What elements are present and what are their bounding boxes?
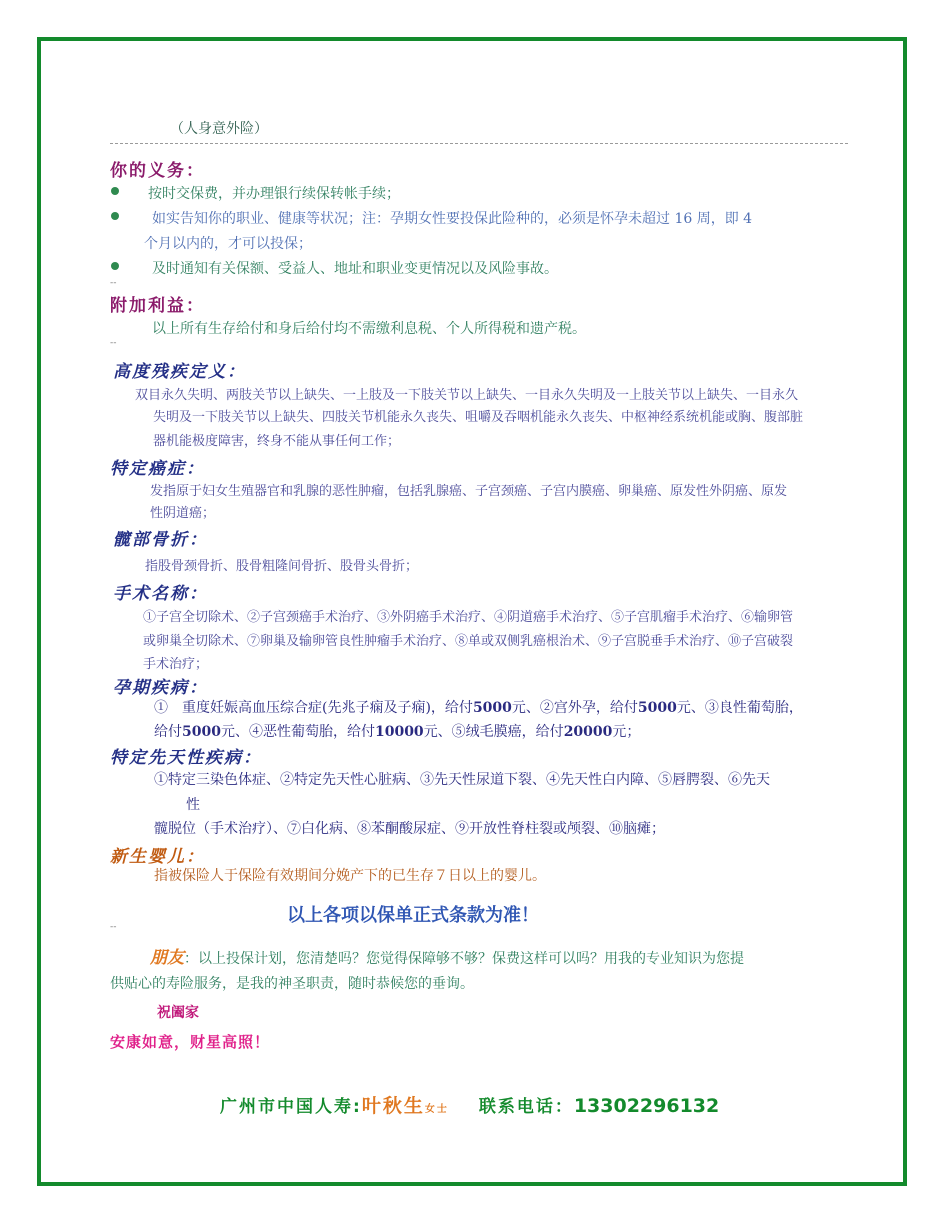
congenital-line-2: 性 bbox=[186, 797, 200, 813]
pregnancy-amount: 5000 bbox=[472, 700, 512, 716]
final-note: 以上各项以保单正式条款为准！ bbox=[287, 905, 539, 926]
disability-line-1: 双目永久失明、两肢关节以上缺失、一上肢及一下肢关节以上缺失、一目永久失明及一上肢关节以上缺失、一目永久 bbox=[135, 388, 799, 403]
fracture-title: 髋部骨折： bbox=[113, 530, 208, 550]
bullet-icon bbox=[111, 262, 119, 270]
benefits-title: 附加利益： bbox=[110, 296, 205, 316]
pregnancy-text: 元、⑤绒毛膜癌，给付 bbox=[423, 724, 564, 740]
wish-line-2: 安康如意，财星高照！ bbox=[110, 1033, 271, 1051]
cancer-line-1: 发指原于妇女生殖器官和乳腺的恶性肿瘤，包括乳腺癌、子宫颈癌、子宫内膜癌、卵巢癌、原发性外阴癌、原发 bbox=[150, 484, 788, 499]
obligation-item-3: 及时通知有关保额、受益人、地址和职业变更情况以及风险事故。 bbox=[152, 261, 558, 277]
fracture-text: 指股骨颈骨折、股骨粗隆间骨折、股骨头骨折； bbox=[145, 559, 419, 574]
friend-label: 朋友 bbox=[150, 948, 184, 968]
pregnancy-text: 元、②宫外孕，给付 bbox=[511, 700, 638, 716]
pregnancy-line-1 bbox=[154, 697, 803, 717]
benefits-text: 以上所有生存给付和身后给付均不需缴利息税、个人所得税和遗产税。 bbox=[152, 321, 586, 337]
obligation-item-1: 按时交保费，并办理银行续保转帐手续； bbox=[148, 186, 400, 202]
bullet-icon bbox=[111, 212, 119, 220]
pregnancy-amount: 20000 bbox=[563, 724, 613, 740]
pregnancy-text: 元、④恶性葡萄胎，给付 bbox=[220, 724, 375, 740]
surgery-line-2: 或卵巢全切除术、⑦卵巢及输卵管良性肿瘤手术治疗、⑧单或双侧乳癌根治术、⑨子宫脱垂手术治疗、⑩子宫破裂 bbox=[143, 634, 794, 649]
footer-name: 叶秋生 bbox=[361, 1095, 425, 1117]
pregnancy-text: 元； bbox=[612, 724, 641, 740]
pregnancy-text: 元、③良性葡萄胎， bbox=[676, 700, 803, 716]
pregnancy-line-2 bbox=[154, 721, 640, 741]
surgery-line-1: ①子宫全切除术、②子宫颈癌手术治疗、③外阴癌手术治疗、④阴道癌手术治疗、⑤子宫肌瘤手术治疗、⑥输卵管 bbox=[143, 610, 794, 625]
bullet-icon bbox=[111, 187, 119, 195]
pregnancy-title: 孕期疾病： bbox=[113, 678, 208, 698]
footer-contact bbox=[220, 1091, 719, 1118]
friend-line-2: 供贴心的寿险服务，是我的神圣职责，随时恭候您的垂询。 bbox=[110, 976, 474, 992]
congenital-title: 特定先天性疾病： bbox=[110, 748, 262, 768]
pregnancy-amount: 5000 bbox=[637, 700, 677, 716]
divider bbox=[110, 143, 848, 144]
disability-title: 高度残疾定义： bbox=[113, 362, 246, 382]
cancer-title: 特定癌症： bbox=[110, 459, 205, 479]
pregnancy-text: 给付 bbox=[154, 724, 182, 740]
friend-text: ：以上投保计划，您清楚吗？您觉得保障够不够？保费这样可以吗？用我的专业知识为您提 bbox=[184, 951, 744, 967]
footer-company: 广州市中国人寿: bbox=[220, 1097, 362, 1117]
congenital-line-1: ①特定三染色体症、②特定先天性心脏病、③先天性尿道下裂、④先天性白内障、⑤唇腭裂、⑥先天 bbox=[154, 772, 770, 788]
footer-phone: 13302296132 bbox=[573, 1095, 720, 1117]
page-subtitle: （人身意外险） bbox=[170, 121, 268, 137]
disability-line-2: 失明及一下肢关节以上缺失、四肢关节机能永久丧失、咀嚼及吞咽机能永久丧失、中枢神经系统机能或胸、腹部脏 bbox=[153, 410, 804, 425]
newborn-title: 新生婴儿： bbox=[110, 847, 205, 867]
newborn-text: 指被保险人于保险有效期间分娩产下的已生存７日以上的婴儿。 bbox=[154, 868, 546, 884]
footer-title: 女士 bbox=[424, 1104, 449, 1115]
obligation-item-2-cont: 个月以内的，才可以投保； bbox=[144, 236, 312, 252]
pregnancy-amount: 10000 bbox=[374, 724, 424, 740]
pregnancy-amount: 5000 bbox=[182, 724, 221, 740]
friend-line-1 bbox=[150, 943, 744, 968]
obligations-title: 你的义务： bbox=[110, 161, 205, 181]
surgery-line-3: 手术治疗； bbox=[143, 657, 209, 672]
cancer-line-2: 性阴道癌； bbox=[150, 506, 216, 521]
congenital-line-3: 髋脱位（手术治疗）、⑦白化病、⑧苯酮酸尿症、⑨开放性脊柱裂或颅裂、⑩脑瘫； bbox=[154, 821, 665, 837]
footer-phone-label: 联系电话： bbox=[478, 1097, 574, 1117]
obligation-item-2: 如实告知你的职业、健康等状况；注：孕期女性要投保此险种的，必须是怀孕未超过 16 周，即 4 bbox=[152, 211, 753, 227]
pregnancy-text: ① 重度妊娠高血压综合症(先兆子痫及子痫)，给付 bbox=[154, 700, 473, 716]
wish-line-1: 祝阖家 bbox=[157, 1005, 199, 1021]
surgery-title: 手术名称： bbox=[113, 584, 208, 604]
disability-line-3: 器机能极度障害，终身不能从事任何工作； bbox=[153, 434, 401, 449]
